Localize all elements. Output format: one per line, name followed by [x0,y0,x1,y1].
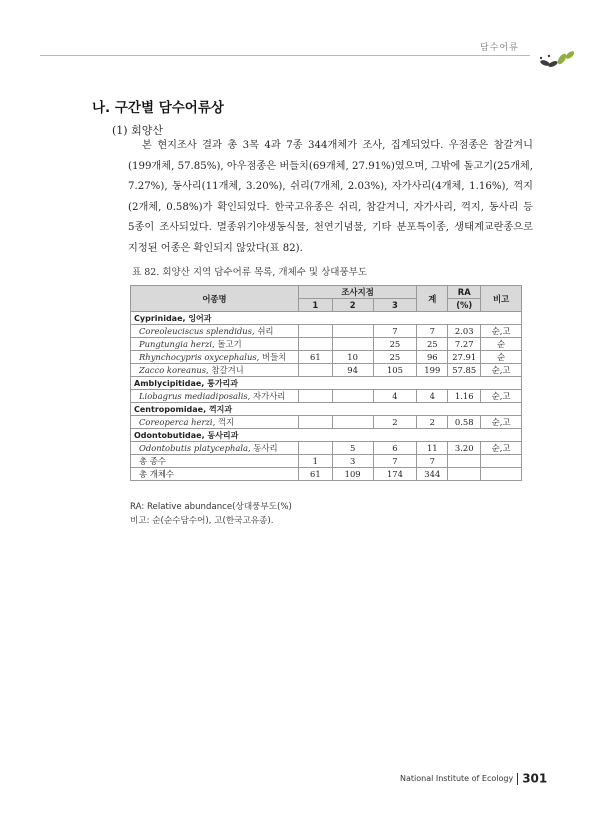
species-name: Rhynchocypris oxycephalus, 버들치 [131,351,299,364]
family-name: Odontobutidae, 동사리과 [131,429,299,442]
species-name: Coreoperca herzi, 꺽지 [131,416,299,429]
header-ra: RA [448,286,481,299]
species-name: Coreoleuciscus splendidus, 쉬리 [131,325,299,338]
institution-name: National Institute of Ecology [400,774,514,783]
table-row: Liobagrus mediadiposalis, 자가사리 4 4 1.16 순,고 [131,390,522,403]
species-count-label: 총 종수 [131,455,299,468]
species-count-row: 총 종수 1 3 7 7 [131,455,522,468]
family-name: Centropomidae, 꺽지과 [131,403,299,416]
ra-note: RA: Relative abundance(상대풍부도(%) [130,502,292,512]
species-name: Odontobutis platycephala, 동사리 [131,442,299,455]
header-sites: 조사지점 [298,286,416,299]
table-row: Coreoleuciscus splendidus, 쉬리 7 7 2.03 순,고 [131,325,522,338]
fish-species-table [130,285,522,481]
header-site-1: 1 [298,299,332,312]
section-title: 나. 구간별 담수어류상 [92,100,224,116]
table-caption: 표 82. 회양산 지역 담수어류 목록, 개체수 및 상대풍부도 [132,267,368,278]
table-notes [130,500,292,528]
species-name: Zacco koreanus, 참갈겨니 [131,364,299,377]
family-name: Amblycipitidae, 퉁가리과 [131,377,299,390]
remark-note: 비고: 순(순수담수어), 고(한국고유종). [130,516,274,526]
header-site-2: 2 [332,299,373,312]
table-row: Rhynchocypris oxycephalus, 버들치 61 10 25 96 27.91 순 [131,351,522,364]
family-row [131,312,522,325]
table-row: Zacco koreanus, 참갈겨니 94 105 199 57.85 순,고 [131,364,522,377]
table-row: Odontobutis platycephala, 동사리 5 6 11 3.20 순,고 [131,442,522,455]
header-note: 비고 [481,286,522,312]
header-ra-unit: (%) [448,299,481,312]
header-total: 계 [417,286,448,312]
footer-divider [517,773,518,785]
family-name: Cyprinidae, 잉어과 [131,312,299,325]
species-name: Pungtungia herzi, 돌고기 [131,338,299,351]
header-species: 어종명 [131,286,299,312]
family-row [131,403,522,416]
running-header: 담수어류 [480,43,519,53]
individual-count-row: 총 개체수 61 109 174 344 [131,468,522,481]
header-site-3: 3 [373,299,417,312]
family-row [131,377,522,390]
page-footer [400,768,547,787]
species-name: Liobagrus mediadiposalis, 자가사리 [131,390,299,403]
leaf-ornament-icon [537,44,577,72]
family-row [131,429,522,442]
subsection-title: (1) 회양산 [112,124,163,137]
header-rule [40,55,530,56]
individual-count-label: 총 개체수 [131,468,299,481]
table-row: Coreoperca herzi, 꺽지 2 2 0.58 순,고 [131,416,522,429]
table-row: Pungtungia herzi, 돌고기 25 25 7.27 순 [131,338,522,351]
body-paragraph: 본 현지조사 결과 총 3목 4과 7종 344개체가 조사, 집계되었다. 우점종은 참갈겨니(199개체, 57.85%), 아우점종은 버들치(69개체, 27.91%)였으며, 그밖에 돌고기(25개체, 7.27%), 동사리(11개체, 3.20%), 쉬리(7개체, 2.03%), 자가사리(4개체, 1.16%), 꺽지(2개체, 0.58%)가 확인되었다. 한국고유종은 쉬리, 참갈겨니, 자가사리, 꺽지, 동사리 등 5종이 조사되었다. 멸종위기야생동식물, 천연기념물, 기타 분포특이종, 생태계교란종으로 지정된 어종은 확인되지 않았다(표 82). [128,140,533,254]
page-number: 301 [522,771,548,786]
